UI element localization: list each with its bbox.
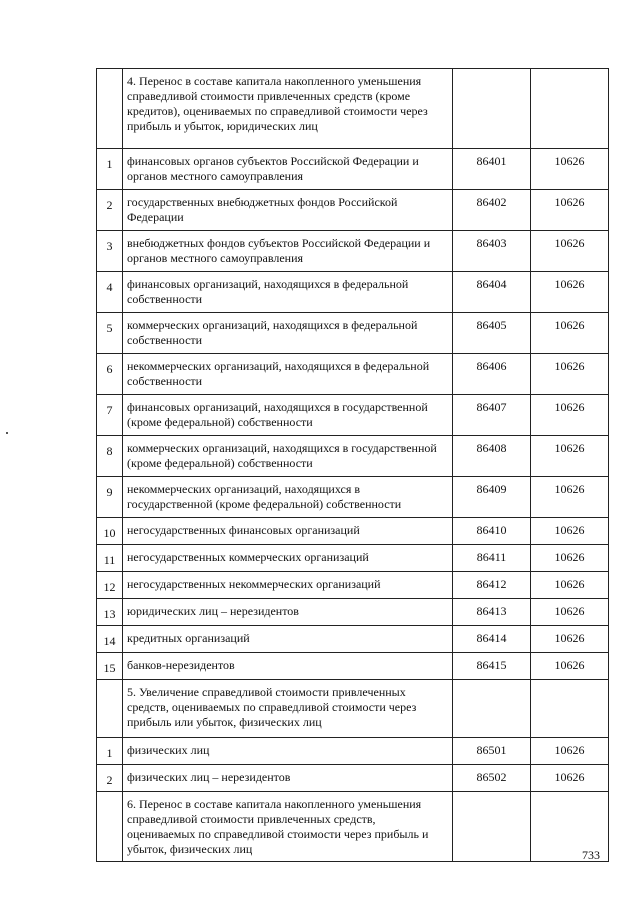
row-number: 2	[97, 765, 123, 792]
table-row	[97, 792, 609, 862]
row-number: 12	[97, 572, 123, 599]
row-description: физических лиц	[123, 738, 453, 765]
table-row	[97, 599, 609, 626]
table-row	[97, 626, 609, 653]
row-number: 1	[97, 149, 123, 190]
symbol-code: 10626	[531, 354, 609, 395]
row-description: негосударственных финансовых организаций	[123, 518, 453, 545]
account-code	[453, 792, 531, 862]
account-code: 86408	[453, 436, 531, 477]
account-code: 86501	[453, 738, 531, 765]
account-code: 86401	[453, 149, 531, 190]
table-row	[97, 518, 609, 545]
symbol-code: 10626	[531, 313, 609, 354]
row-description: кредитных организаций	[123, 626, 453, 653]
row-number: 5	[97, 313, 123, 354]
row-number: 9	[97, 477, 123, 518]
symbol-code: 10626	[531, 545, 609, 572]
table-row	[97, 738, 609, 765]
symbol-code	[531, 69, 609, 149]
row-number: 13	[97, 599, 123, 626]
row-number: 7	[97, 395, 123, 436]
table-row	[97, 190, 609, 231]
symbol-code: 10626	[531, 436, 609, 477]
account-code: 86403	[453, 231, 531, 272]
row-description: 5. Увеличение справедливой стоимости привлеченных средств, оцениваемых по справедливой стоимости через прибыль или убыток, физических лиц	[123, 680, 453, 738]
table-row	[97, 680, 609, 738]
row-description: финансовых организаций, находящихся в федеральной собственности	[123, 272, 453, 313]
account-code: 86502	[453, 765, 531, 792]
row-number: 2	[97, 190, 123, 231]
account-code: 86411	[453, 545, 531, 572]
symbol-code: 10626	[531, 272, 609, 313]
table-row	[97, 313, 609, 354]
table-row	[97, 231, 609, 272]
account-code: 86404	[453, 272, 531, 313]
symbol-code: 10626	[531, 599, 609, 626]
symbol-code: 10626	[531, 738, 609, 765]
symbol-code: 10626	[531, 190, 609, 231]
account-code: 86402	[453, 190, 531, 231]
account-code: 86414	[453, 626, 531, 653]
symbol-code: 10626	[531, 149, 609, 190]
row-number: 1	[97, 738, 123, 765]
row-description: внебюджетных фондов субъектов Российской Федерации и органов местного самоуправления	[123, 231, 453, 272]
symbol-code: 10626	[531, 395, 609, 436]
account-code: 86410	[453, 518, 531, 545]
symbol-code: 10626	[531, 518, 609, 545]
row-number	[97, 680, 123, 738]
account-code	[453, 69, 531, 149]
accounts-table	[96, 68, 609, 862]
account-code: 86407	[453, 395, 531, 436]
row-description: финансовых организаций, находящихся в государственной (кроме федеральной) собственности	[123, 395, 453, 436]
table-row	[97, 395, 609, 436]
table-row	[97, 354, 609, 395]
account-code: 86413	[453, 599, 531, 626]
account-code: 86405	[453, 313, 531, 354]
row-description: коммерческих организаций, находящихся в федеральной собственности	[123, 313, 453, 354]
table-row	[97, 272, 609, 313]
account-code: 86406	[453, 354, 531, 395]
symbol-code: 10626	[531, 477, 609, 518]
symbol-code: 10626	[531, 653, 609, 680]
table-row	[97, 545, 609, 572]
row-description: финансовых органов субъектов Российской Федерации и органов местного самоуправления	[123, 149, 453, 190]
row-description: некоммерческих организаций, находящихся в государственной (кроме федеральной) собственности	[123, 477, 453, 518]
row-number: 15	[97, 653, 123, 680]
symbol-code: 10626	[531, 626, 609, 653]
row-description: некоммерческих организаций, находящихся в федеральной собственности	[123, 354, 453, 395]
row-number: 14	[97, 626, 123, 653]
table-row	[97, 477, 609, 518]
table-row	[97, 572, 609, 599]
symbol-code: 10626	[531, 765, 609, 792]
row-number: 10	[97, 518, 123, 545]
scan-speck	[6, 432, 8, 434]
row-description: государственных внебюджетных фондов Российской Федерации	[123, 190, 453, 231]
table-row	[97, 69, 609, 149]
row-description: негосударственных коммерческих организаций	[123, 545, 453, 572]
row-description: юридических лиц – нерезидентов	[123, 599, 453, 626]
table-body	[97, 69, 609, 862]
account-code	[453, 680, 531, 738]
row-number	[97, 792, 123, 862]
table-row	[97, 765, 609, 792]
row-description: 6. Перенос в составе капитала накопленного уменьшения справедливой стоимости привлеченных средств, оцениваемых по справедливой стоимости через прибыль и убыток, физических лиц	[123, 792, 453, 862]
row-number: 11	[97, 545, 123, 572]
symbol-code: 10626	[531, 231, 609, 272]
account-code: 86412	[453, 572, 531, 599]
table-row	[97, 149, 609, 190]
row-number: 6	[97, 354, 123, 395]
account-code: 86415	[453, 653, 531, 680]
row-description: коммерческих организаций, находящихся в государственной (кроме федеральной) собственности	[123, 436, 453, 477]
row-number	[97, 69, 123, 149]
row-number: 3	[97, 231, 123, 272]
page-number: 733	[582, 848, 600, 862]
symbol-code	[531, 680, 609, 738]
row-description: негосударственных некоммерческих организаций	[123, 572, 453, 599]
table-row	[97, 653, 609, 680]
symbol-code: 10626	[531, 572, 609, 599]
row-description: физических лиц – нерезидентов	[123, 765, 453, 792]
account-code: 86409	[453, 477, 531, 518]
row-number: 8	[97, 436, 123, 477]
row-number: 4	[97, 272, 123, 313]
row-description: 4. Перенос в составе капитала накопленного уменьшения справедливой стоимости привлеченных средств (кроме кредитов), оцениваемых по справедливой стоимости через прибыль и убыток, юридических лиц	[123, 69, 453, 149]
table-row	[97, 436, 609, 477]
row-description: банков-нерезидентов	[123, 653, 453, 680]
